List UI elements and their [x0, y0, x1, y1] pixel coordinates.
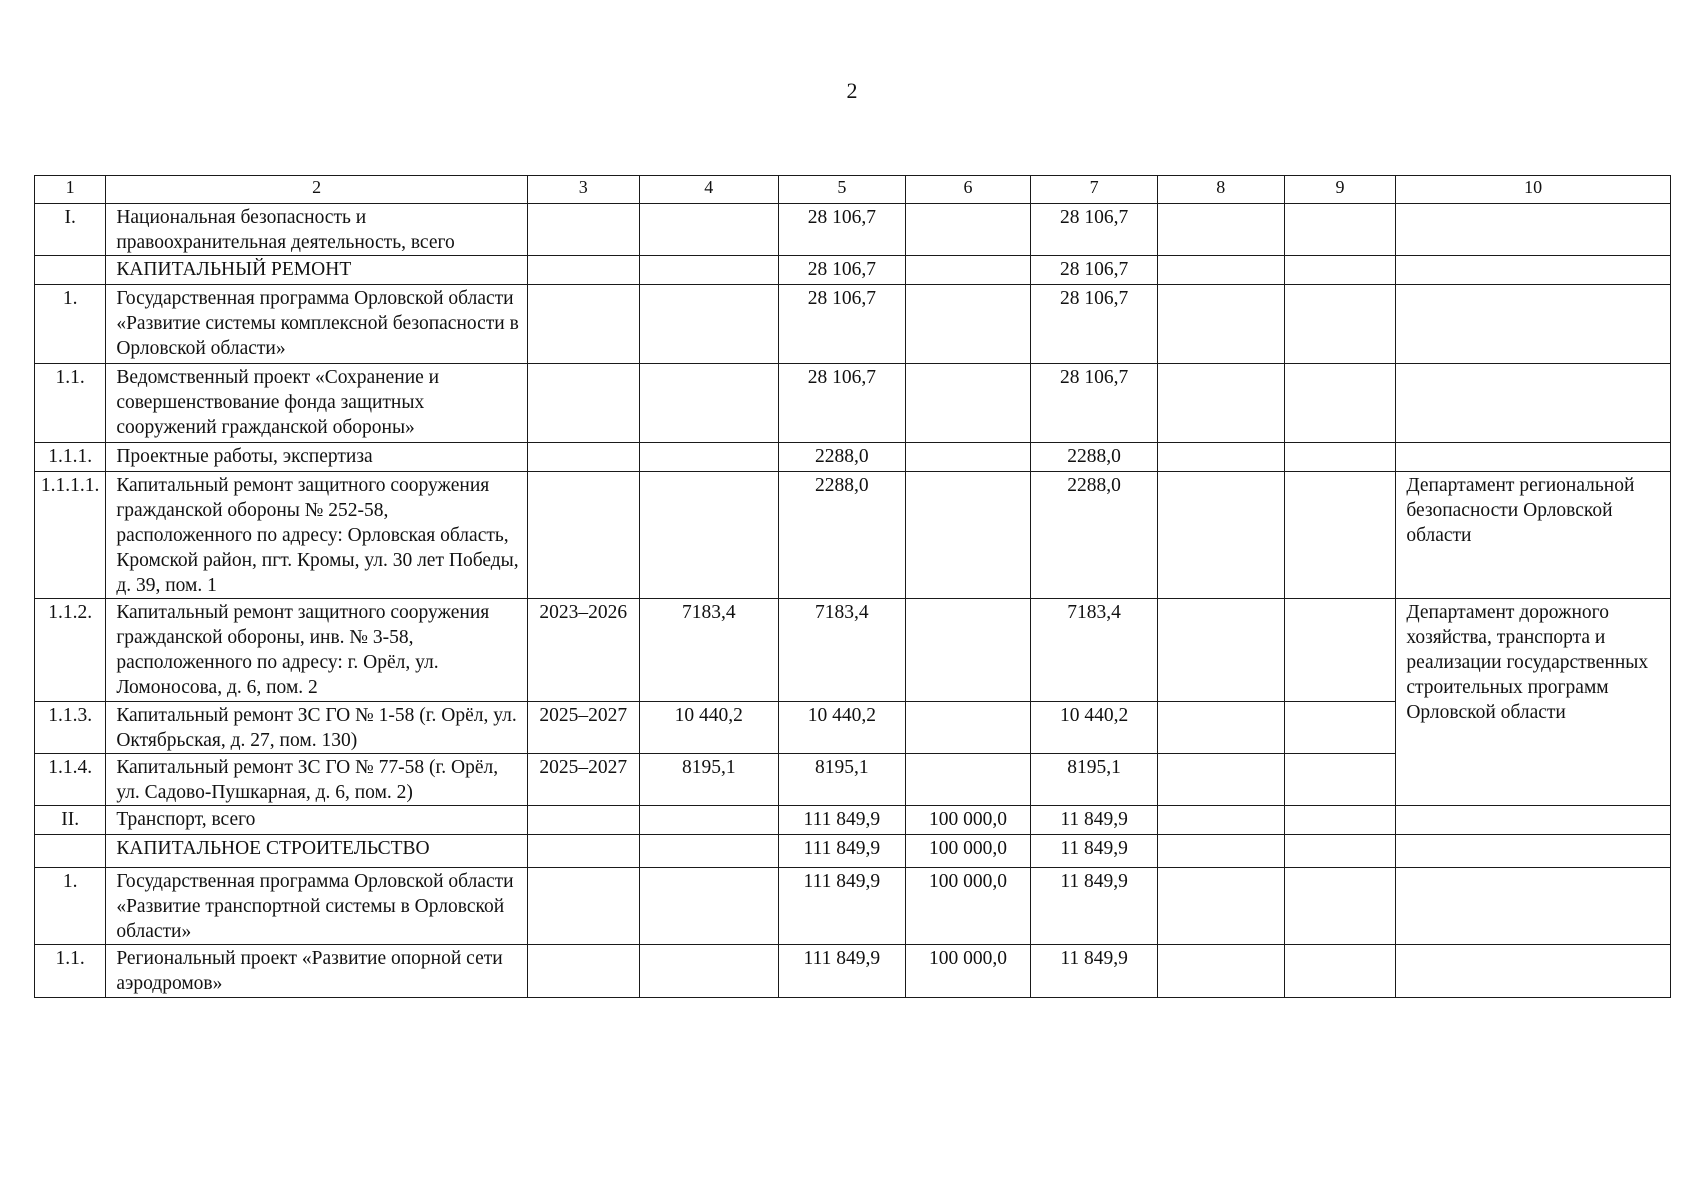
row-name: КАПИТАЛЬНЫЙ РЕМОНТ [106, 256, 528, 285]
row-col6: 100 000,0 [905, 835, 1031, 868]
row-number: 1.1.1. [35, 443, 106, 472]
header-cell: 4 [639, 176, 778, 204]
row-col7: 2288,0 [1031, 472, 1158, 599]
row-col4 [639, 868, 778, 945]
row-col9 [1284, 945, 1396, 998]
row-col10 [1396, 806, 1671, 835]
row-col9 [1284, 204, 1396, 256]
row-col4: 8195,1 [639, 754, 778, 806]
row-col4 [639, 443, 778, 472]
row-col7: 8195,1 [1031, 754, 1158, 806]
row-col4 [639, 256, 778, 285]
row-col7: 28 106,7 [1031, 204, 1158, 256]
table-row [35, 806, 1671, 835]
row-col5: 111 849,9 [779, 868, 906, 945]
row-col8 [1157, 204, 1284, 256]
header-cell: 3 [527, 176, 639, 204]
row-col7: 28 106,7 [1031, 256, 1158, 285]
row-period [527, 204, 639, 256]
row-col10 [1396, 285, 1671, 364]
header-cell: 6 [905, 176, 1031, 204]
row-period [527, 364, 639, 443]
row-period: 2025–2027 [527, 754, 639, 806]
row-number: 1.1. [35, 364, 106, 443]
row-col4: 10 440,2 [639, 702, 778, 754]
row-col8 [1157, 835, 1284, 868]
row-col8 [1157, 285, 1284, 364]
row-period [527, 806, 639, 835]
row-number [35, 835, 106, 868]
header-cell: 5 [779, 176, 906, 204]
row-col10 [1396, 443, 1671, 472]
row-col5: 28 106,7 [779, 285, 906, 364]
table-row [35, 364, 1671, 443]
row-name: Капитальный ремонт ЗС ГО № 1-58 (г. Орёл, ул. Октябрьская, д. 27, пом. 130) [106, 702, 528, 754]
row-col5: 28 106,7 [779, 204, 906, 256]
row-col10 [1396, 364, 1671, 443]
row-name: Капитальный ремонт защитного сооружения гражданской обороны № 252-58, расположенного по адресу: Орловская область, Кромской район, пгт. Кромы, ул. 30 лет Победы, д. 39, пом. 1 [106, 472, 528, 599]
row-name: Капитальный ремонт защитного сооружения гражданской обороны, инв. № 3-58, расположенного по адресу: г. Орёл, ул. Ломоносова, д. 6, пом. 2 [106, 599, 528, 702]
row-number: 1.1.3. [35, 702, 106, 754]
header-cell: 2 [106, 176, 528, 204]
row-col4 [639, 945, 778, 998]
table-row [35, 599, 1671, 702]
row-col5: 10 440,2 [779, 702, 906, 754]
row-col10 [1396, 945, 1671, 998]
row-period [527, 285, 639, 364]
row-col5: 2288,0 [779, 472, 906, 599]
row-period: 2023–2026 [527, 599, 639, 702]
row-col10 [1396, 868, 1671, 945]
row-col7: 11 849,9 [1031, 868, 1158, 945]
row-col10 [1396, 204, 1671, 256]
row-name: Капитальный ремонт ЗС ГО № 77-58 (г. Орёл, ул. Садово-Пушкарная, д. 6, пом. 2) [106, 754, 528, 806]
row-number: 1.1.2. [35, 599, 106, 702]
row-col8 [1157, 472, 1284, 599]
row-number: II. [35, 806, 106, 835]
row-period [527, 256, 639, 285]
row-col8 [1157, 806, 1284, 835]
table-row [35, 868, 1671, 945]
row-col5: 28 106,7 [779, 256, 906, 285]
row-col5: 111 849,9 [779, 945, 906, 998]
row-number: 1. [35, 285, 106, 364]
row-col8 [1157, 702, 1284, 754]
row-col6 [905, 702, 1031, 754]
row-number: I. [35, 204, 106, 256]
row-col6 [905, 472, 1031, 599]
row-name: Национальная безопасность и правоохранительная деятельность, всего [106, 204, 528, 256]
table-row [35, 204, 1671, 256]
row-col6 [905, 256, 1031, 285]
row-col9 [1284, 472, 1396, 599]
row-col4 [639, 472, 778, 599]
header-cell: 7 [1031, 176, 1158, 204]
row-col10 [1396, 256, 1671, 285]
row-col8 [1157, 945, 1284, 998]
row-col5: 111 849,9 [779, 806, 906, 835]
row-col5: 8195,1 [779, 754, 906, 806]
header-cell: 1 [35, 176, 106, 204]
header-cell: 9 [1284, 176, 1396, 204]
row-col8 [1157, 599, 1284, 702]
row-col9 [1284, 806, 1396, 835]
row-col6 [905, 285, 1031, 364]
table-row [35, 945, 1671, 998]
row-number [35, 256, 106, 285]
row-col9 [1284, 754, 1396, 806]
row-col7: 28 106,7 [1031, 285, 1158, 364]
row-period [527, 835, 639, 868]
row-number: 1. [35, 868, 106, 945]
department-cell: Департамент региональной безопасности Орловской области [1396, 472, 1671, 599]
department-cell: Департамент дорожного хозяйства, транспорта и реализации государственных строительных программ Орловской области [1396, 599, 1671, 806]
table-row [35, 285, 1671, 364]
row-col4 [639, 806, 778, 835]
header-cell: 8 [1157, 176, 1284, 204]
row-col8 [1157, 256, 1284, 285]
table-row [35, 443, 1671, 472]
row-col7: 7183,4 [1031, 599, 1158, 702]
table-row [35, 835, 1671, 868]
row-col4 [639, 835, 778, 868]
row-col9 [1284, 285, 1396, 364]
row-period [527, 868, 639, 945]
row-col8 [1157, 443, 1284, 472]
row-col9 [1284, 702, 1396, 754]
row-col5: 111 849,9 [779, 835, 906, 868]
row-col8 [1157, 754, 1284, 806]
row-name: Региональный проект «Развитие опорной сети аэродромов» [106, 945, 528, 998]
row-period [527, 472, 639, 599]
row-name: Ведомственный проект «Сохранение и совершенствование фонда защитных сооружений гражданской обороны» [106, 364, 528, 443]
row-col6: 100 000,0 [905, 806, 1031, 835]
row-col6: 100 000,0 [905, 868, 1031, 945]
row-col7: 11 849,9 [1031, 835, 1158, 868]
table-row [35, 256, 1671, 285]
row-col7: 2288,0 [1031, 443, 1158, 472]
row-col6: 100 000,0 [905, 945, 1031, 998]
row-period: 2025–2027 [527, 702, 639, 754]
row-col4 [639, 204, 778, 256]
row-period [527, 443, 639, 472]
page-number: 2 [846, 78, 858, 103]
row-col5: 2288,0 [779, 443, 906, 472]
row-period [527, 945, 639, 998]
row-col7: 11 849,9 [1031, 945, 1158, 998]
table-row [35, 472, 1671, 599]
row-number: 1.1.4. [35, 754, 106, 806]
row-col9 [1284, 868, 1396, 945]
row-col5: 28 106,7 [779, 364, 906, 443]
row-col6 [905, 364, 1031, 443]
row-number: 1.1.1.1. [35, 472, 106, 599]
row-col9 [1284, 835, 1396, 868]
row-col6 [905, 204, 1031, 256]
row-col6 [905, 443, 1031, 472]
row-col8 [1157, 364, 1284, 443]
header-cell: 10 [1396, 176, 1671, 204]
row-col9 [1284, 256, 1396, 285]
row-number: 1.1. [35, 945, 106, 998]
row-col6 [905, 754, 1031, 806]
row-col9 [1284, 364, 1396, 443]
row-col8 [1157, 868, 1284, 945]
header-row [35, 176, 1671, 204]
row-col5: 7183,4 [779, 599, 906, 702]
row-col10 [1396, 835, 1671, 868]
row-col4: 7183,4 [639, 599, 778, 702]
row-col9 [1284, 443, 1396, 472]
row-name: Проектные работы, экспертиза [106, 443, 528, 472]
row-col6 [905, 599, 1031, 702]
row-col4 [639, 285, 778, 364]
row-col7: 10 440,2 [1031, 702, 1158, 754]
row-name: Государственная программа Орловской области «Развитие системы комплексной безопасности в Орловской области» [106, 285, 528, 364]
row-name: Государственная программа Орловской области «Развитие транспортной системы в Орловской области» [106, 868, 528, 945]
row-col7: 28 106,7 [1031, 364, 1158, 443]
row-name: Транспорт, всего [106, 806, 528, 835]
row-col7: 11 849,9 [1031, 806, 1158, 835]
budget-table [34, 175, 1671, 998]
row-col9 [1284, 599, 1396, 702]
row-name: КАПИТАЛЬНОЕ СТРОИТЕЛЬСТВО [106, 835, 528, 868]
row-col4 [639, 364, 778, 443]
